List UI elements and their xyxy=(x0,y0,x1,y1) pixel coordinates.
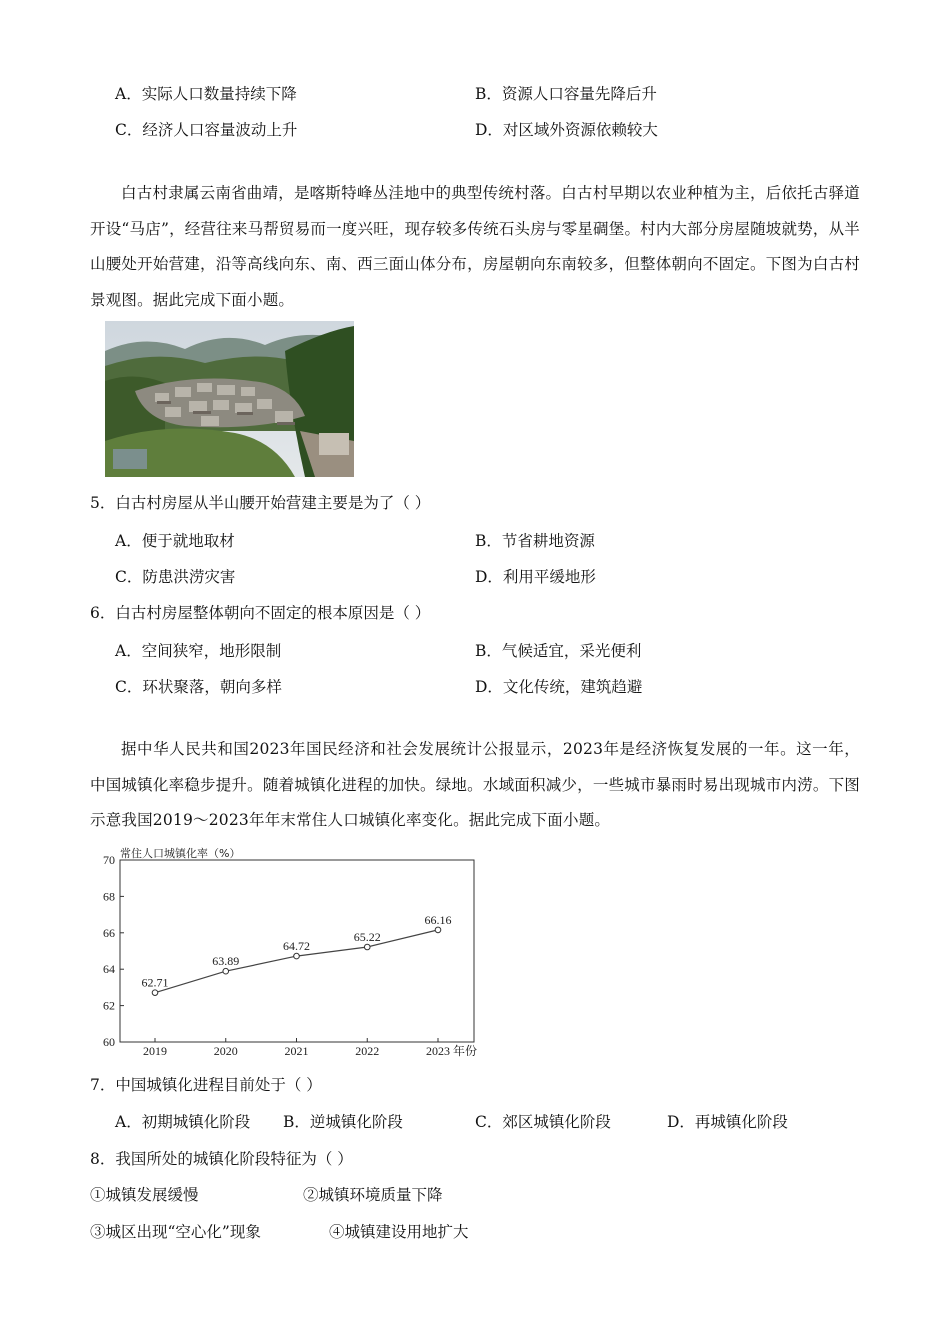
q6-option-a: A．空间狭窄，地形限制 xyxy=(115,642,282,660)
data-label: 66.16 xyxy=(424,912,452,927)
y-axis-title: 常住人口城镇化率（%） xyxy=(120,847,241,860)
q5-option-d: D．利用平缓地形 xyxy=(475,568,596,586)
q7-stem: 7．中国城镇化进程目前处于（ ） xyxy=(90,1076,322,1094)
data-label: 63.89 xyxy=(212,954,240,969)
x-tick-label: 2019 xyxy=(143,1044,167,1058)
x-tick-label: 2020 xyxy=(213,1044,238,1058)
y-tick-label: 64 xyxy=(103,962,115,977)
data-label: 65.22 xyxy=(353,929,381,944)
q7-option-c: C．郊区城镇化阶段 xyxy=(475,1113,611,1131)
data-point xyxy=(223,968,229,974)
x-tick-label: 2021 xyxy=(284,1044,309,1058)
urbanization-rate-line-chart xyxy=(90,842,490,1058)
q7-option-d: D．再城镇化阶段 xyxy=(667,1113,788,1131)
data-label: 64.72 xyxy=(283,939,310,954)
q6-option-d: D．文化传统，建筑趋避 xyxy=(475,678,643,696)
q4-option-d: D．对区域外资源依赖较大 xyxy=(475,121,658,139)
data-label: 62.71 xyxy=(141,975,169,990)
village-landscape-photo xyxy=(105,321,354,477)
q8-option-3: ③城区出现“空心化”现象 xyxy=(90,1223,261,1241)
y-tick-label: 62 xyxy=(103,998,115,1013)
q4-option-b: B．资源人口容量先降后升 xyxy=(475,85,657,103)
q8-option-4: ④城镇建设用地扩大 xyxy=(329,1223,469,1241)
y-tick-label: 68 xyxy=(103,889,115,904)
data-point xyxy=(364,944,370,950)
q8-option-2: ②城镇环境质量下降 xyxy=(303,1186,443,1204)
q5-option-a: A．便于就地取材 xyxy=(115,532,235,550)
q8-option-1: ①城镇发展缓慢 xyxy=(90,1186,199,1204)
q6-option-b: B．气候适宜，采光便利 xyxy=(475,642,642,660)
passage-urbanization: 据中华人民共和国2023年国民经济和社会发展统计公报显示，2023年是经济恢复发展的一年。这一年，中国城镇化率稳步提升。随着城镇化进程的加快。绿地。水域面积减少，一些城市暴雨时易出现城市内涝。下图示意我国2019～2023年年末常住人口城镇化率变化。据此完成下面小题。 xyxy=(90,740,860,829)
q4-option-a: A．实际人口数量持续下降 xyxy=(115,85,297,103)
data-point xyxy=(294,953,300,959)
x-tick-label: 2023 年份 xyxy=(426,1044,478,1058)
q5-option-b: B．节省耕地资源 xyxy=(475,532,595,550)
q6-option-c: C．环状聚落，朝向多样 xyxy=(115,678,282,696)
data-point xyxy=(435,927,441,933)
x-tick-label: 2022 xyxy=(355,1044,380,1058)
q5-stem: 5．白古村房屋从半山腰开始营建主要是为了（ ） xyxy=(90,494,431,512)
q6-stem: 6．白古村房屋整体朝向不固定的根本原因是（ ） xyxy=(90,604,431,622)
data-point xyxy=(152,990,158,996)
q5-option-c: C．防患洪涝灾害 xyxy=(115,568,236,586)
y-tick-label: 60 xyxy=(103,1035,115,1049)
q4-option-c: C．经济人口容量波动上升 xyxy=(115,121,298,139)
y-tick-label: 66 xyxy=(103,925,115,940)
q8-stem: 8．我国所处的城镇化阶段特征为（ ） xyxy=(90,1150,353,1168)
passage-baigu-village: 白古村隶属云南省曲靖，是喀斯特峰丛洼地中的典型传统村落。白古村早期以农业种植为主，后依托古驿道开设“马店”，经营往来马帮贸易而一度兴旺，现存较多传统石头房与零星碉堡。村内大部分房屋随坡就势，从半山腰处开始营建，沿等高线向东、南、西三面山体分布，房屋朝向东南较多，但整体朝向不固定。下图为白古村景观图。据此完成下面小题。 xyxy=(90,184,860,309)
q7-option-b: B．逆城镇化阶段 xyxy=(283,1113,403,1131)
q7-option-a: A．初期城镇化阶段 xyxy=(115,1113,251,1131)
y-tick-label: 70 xyxy=(103,853,115,867)
